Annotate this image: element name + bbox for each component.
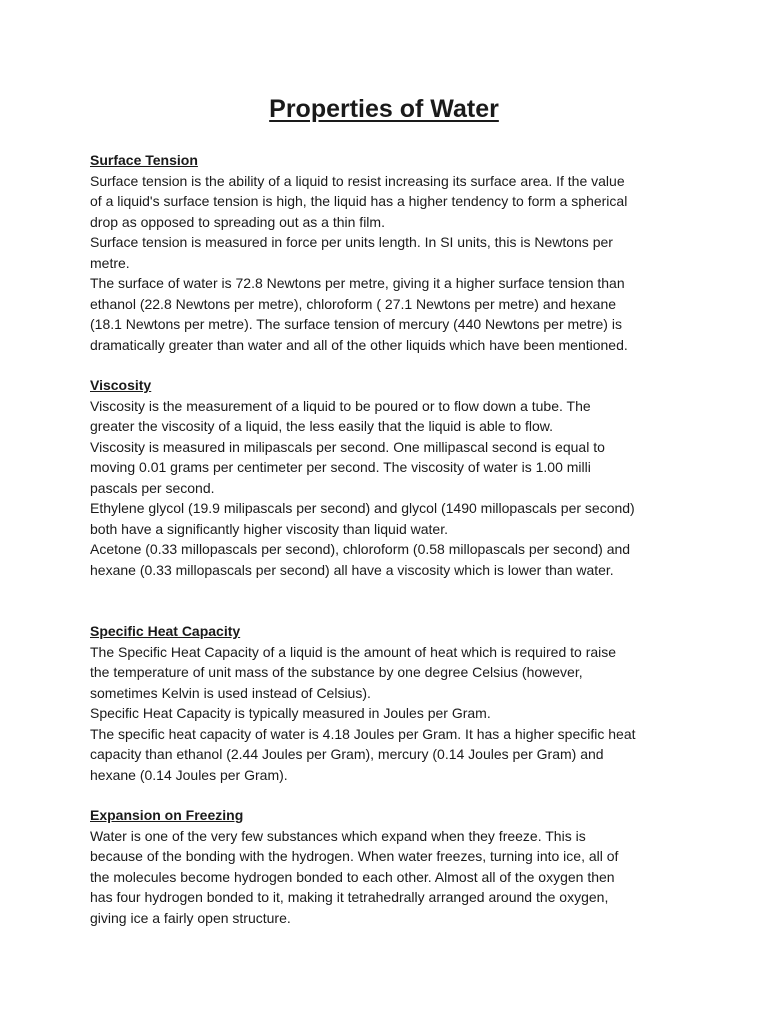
text-line: Water is one of the very few substances which expand when they freeze. This is: [90, 827, 586, 844]
paragraph: [90, 826, 690, 929]
text-line: both have a significantly higher viscosity than liquid water.: [90, 520, 448, 537]
paragraph: [90, 539, 690, 580]
text-line: Specific Heat Capacity is typically measured in Joules per Gram.: [90, 705, 491, 721]
text-line: Acetone (0.33 millopascals per second), chloroform (0.58 millopascals per second) and: [90, 541, 631, 557]
text-line: dramatically greater than water and all of the other liquids which have been mentioned.: [90, 336, 628, 353]
text-line: metre.: [90, 254, 130, 271]
paragraph: [90, 703, 690, 724]
section-heading: Viscosity: [90, 377, 152, 393]
text-line: Surface tension is measured in force per units length. In SI units, this is Newtons per: [90, 234, 613, 250]
text-line: Ethylene glycol (19.9 milipascals per second) and glycol (1490 millopascals per second): [90, 500, 635, 516]
section-specific-heat-capacity: [90, 621, 690, 785]
text-line: Viscosity is the measurement of a liquid to be poured or to flow down a tube. The: [90, 397, 591, 414]
paragraph: [90, 171, 690, 233]
text-line: of a liquid's surface tension is high, the liquid has a higher tendency to form a spherical: [90, 193, 628, 209]
text-line: hexane (0.33 millopascals per second) all have a viscosity which is lower than water.: [90, 561, 614, 578]
text-line: because of the bonding with the hydrogen. When water freezes, turning into ice, all of: [90, 848, 619, 864]
paragraph: [90, 273, 690, 355]
text-line: giving ice a fairly open structure.: [90, 909, 291, 926]
text-line: sometimes Kelvin is used instead of Celsius).: [90, 684, 371, 701]
paragraph: [90, 396, 690, 437]
text-line: drop as opposed to spreading out as a thin film.: [90, 213, 385, 230]
text-line: The surface of water is 72.8 Newtons per metre, giving it a higher surface tension than: [90, 275, 625, 291]
text-line: ethanol (22.8 Newtons per metre), chloroform ( 27.1 Newtons per metre) and hexane: [90, 295, 617, 312]
text-line: greater the viscosity of a liquid, the less easily that the liquid is able to flow.: [90, 418, 554, 434]
section-expansion-on-freezing: [90, 805, 690, 928]
text-line: The specific heat capacity of water is 4.18 Joules per Gram. It has a higher specific heat: [90, 725, 636, 742]
text-line: the temperature of unit mass of the substance by one degree Celsius (however,: [90, 664, 583, 680]
text-line: Surface tension is the ability of a liquid to resist increasing its surface area. If the value: [90, 172, 625, 189]
text-line: the molecules become hydrogen bonded to each other. Almost all of the oxygen then: [90, 868, 615, 885]
paragraph: [90, 642, 690, 704]
text-line: has four hydrogen bonded to it, making it tetrahedrally arranged around the oxygen,: [90, 889, 609, 905]
text-line: hexane (0.14 Joules per Gram).: [90, 766, 288, 783]
text-line: moving 0.01 grams per centimeter per second. The viscosity of water is 1.00 milli: [90, 459, 591, 475]
paragraph: [90, 498, 690, 539]
section-heading: Specific Heat Capacity: [90, 623, 241, 639]
section-surface-tension: [90, 150, 690, 355]
text-line: pascals per second.: [90, 479, 215, 496]
paragraph: [90, 724, 690, 786]
paragraph: [90, 232, 690, 273]
section-heading: Expansion on Freezing: [90, 807, 244, 823]
text-line: capacity than ethanol (2.44 Joules per Gram), mercury (0.14 Joules per Gram) and: [90, 746, 604, 762]
section-viscosity: [90, 375, 690, 580]
section-heading: Surface Tension: [90, 152, 198, 168]
document-title: Properties of Water: [269, 95, 499, 123]
text-line: The Specific Heat Capacity of a liquid is the amount of heat which is required to raise: [90, 643, 617, 660]
text-line: Viscosity is measured in milipascals per second. One millipascal second is equal to: [90, 438, 605, 455]
text-line: (18.1 Newtons per metre). The surface tension of mercury (440 Newtons per metre) is: [90, 316, 622, 332]
paragraph: [90, 437, 690, 499]
